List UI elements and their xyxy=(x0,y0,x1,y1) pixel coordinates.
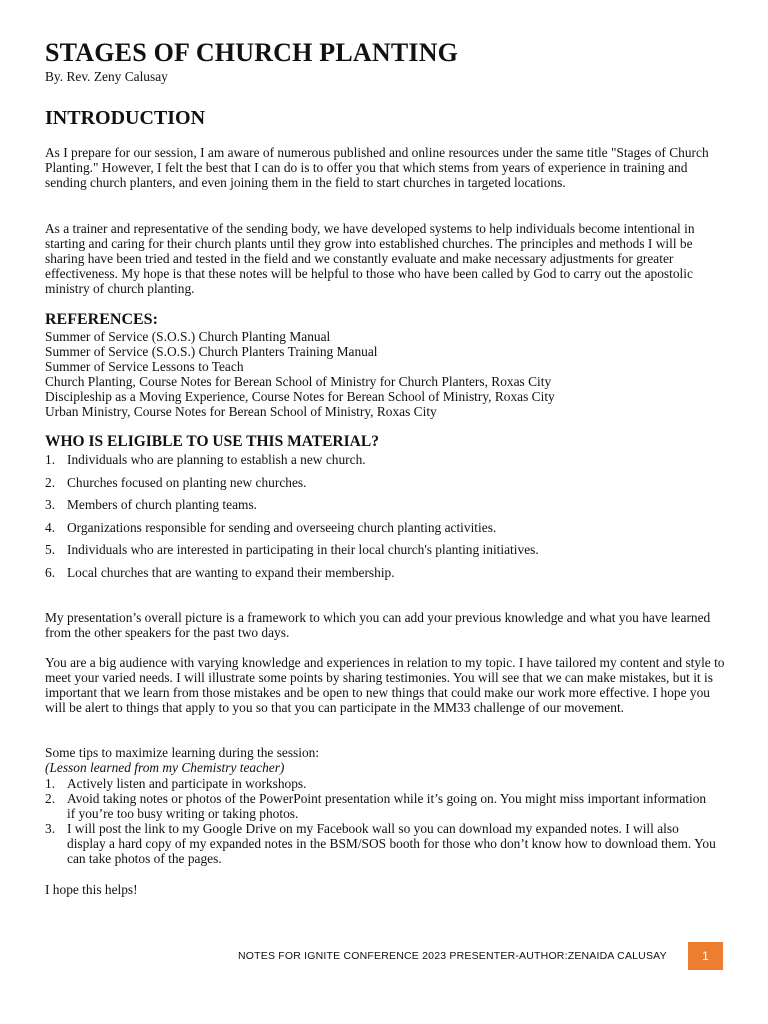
eligibility-item xyxy=(45,520,735,543)
eligibility-heading: WHO IS ELIGIBLE TO USE THIS MATERIAL? xyxy=(45,433,379,450)
list-number: 2. xyxy=(45,791,56,806)
list-number: 3. xyxy=(45,821,56,836)
references-heading: REFERENCES: xyxy=(45,311,158,328)
list-text: Churches focused on planting new churches. xyxy=(67,474,307,490)
footer-text: NOTES FOR IGNITE CONFERENCE 2023 PRESENTER-AUTHOR:ZENAIDA CALUSAY xyxy=(238,950,667,962)
references-list xyxy=(45,329,735,419)
list-text: I will post the link to my Google Drive on my Facebook wall so you can download my expanded notes. I will also display a hard copy of my expanded notes in the BSM/SOS booth for those who don’t know how to download them. You can take photos of the pages. xyxy=(67,821,716,866)
tip-item xyxy=(45,791,735,821)
list-number: 5. xyxy=(45,542,56,557)
eligibility-item xyxy=(45,497,735,520)
eligibility-item xyxy=(45,542,735,565)
reference-item: Summer of Service Lessons to Teach xyxy=(45,359,244,374)
intro-paragraph-1: As I prepare for our session, I am aware of numerous published and online resources under the same title "Stages of Church Planting." However, I felt the best that I can do is to offer you that which stems from years of experience in training and sending church planters, and even joining them in the field to start churches in targeted locations. xyxy=(45,145,709,190)
list-text: Individuals who are interested in participating in their local church's planting initiatives. xyxy=(67,542,539,557)
document-title: STAGES OF CHURCH PLANTING xyxy=(45,38,459,67)
tips-note: (Lesson learned from my Chemistry teacher) xyxy=(45,760,285,775)
reference-item: Urban Ministry, Course Notes for Berean School of Ministry, Roxas City xyxy=(45,404,437,419)
reference-item: Summer of Service (S.O.S.) Church Planters Training Manual xyxy=(45,344,378,359)
list-number: 4. xyxy=(45,519,56,535)
tip-item xyxy=(45,821,735,866)
tips-intro-text: Some tips to maximize learning during the session: xyxy=(45,745,320,760)
intro-paragraph-2: As a trainer and representative of the sending body, we have developed systems to help individuals become intentional in starting and caring for their church plants until they grow into established churches. The principles and methods I will be sharing have been tried and tested in the field and we constantly evaluate and make necessary adjustments for greater effectiveness. My hope is that these notes will be helpful to those who have been called by God to carry out the apostolic ministry of church planting. xyxy=(45,221,695,296)
reference-item: Discipleship as a Moving Experience, Course Notes for Berean School of Ministry, Roxas City xyxy=(45,389,555,404)
tips-intro xyxy=(45,745,727,775)
tips-list xyxy=(45,776,735,866)
author-byline: By. Rev. Zeny Calusay xyxy=(45,69,168,84)
list-number: 1. xyxy=(45,776,56,791)
list-text: Individuals who are planning to establish a new church. xyxy=(67,452,366,467)
eligibility-item xyxy=(45,565,735,588)
reference-item: Church Planting, Course Notes for Berean School of Ministry for Church Planters, Roxas City xyxy=(45,374,552,389)
list-text: Local churches that are wanting to expand their membership. xyxy=(67,564,395,580)
introduction-heading: INTRODUCTION xyxy=(45,107,206,129)
reference-item: Summer of Service (S.O.S.) Church Planting Manual xyxy=(45,329,331,344)
list-text: Avoid taking notes or photos of the PowerPoint presentation while it’s going on. You might miss important information if you’re too busy writing or taking photos. xyxy=(67,791,707,821)
tip-item xyxy=(45,776,735,791)
list-number: 2. xyxy=(45,474,56,490)
list-text: Actively listen and participate in workshops. xyxy=(67,776,307,791)
eligibility-item xyxy=(45,452,735,475)
list-number: 3. xyxy=(45,497,56,512)
list-number: 6. xyxy=(45,564,56,580)
list-number: 1. xyxy=(45,452,56,467)
closing-line: I hope this helps! xyxy=(45,882,138,897)
list-text: Organizations responsible for sending and overseeing church planting activities. xyxy=(67,519,497,535)
eligibility-list xyxy=(45,452,735,587)
audience-paragraph: You are a big audience with varying knowledge and experiences in relation to my topic. I have tailored my content and style to meet your varied needs. I will illustrate some points by sharing testimonies. You will see that we can make mistakes, but it is important that we learn from those mistakes and be open to new things that could make our work more effective. I hope you will be alert to things that apply to you so that you can participate in the MM33 challenge of our movement. xyxy=(45,655,725,715)
presentation-paragraph: My presentation’s overall picture is a framework to which you can add your previous knowledge and what you have learned from the other speakers for the past two days. xyxy=(45,610,711,640)
eligibility-item xyxy=(45,475,735,498)
list-text: Members of church planting teams. xyxy=(67,497,258,512)
page-number-badge: 1 xyxy=(688,942,723,970)
